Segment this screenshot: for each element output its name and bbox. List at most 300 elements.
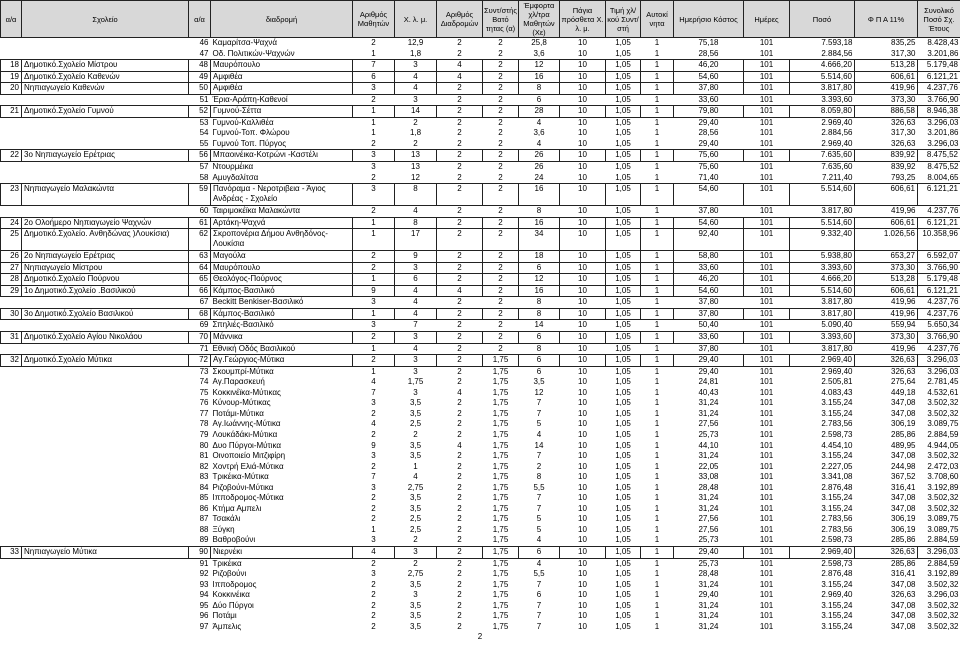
table-row xyxy=(1,388,960,399)
cell-school xyxy=(22,611,189,622)
cell-loaded-km: 4 xyxy=(536,429,542,439)
cell-passability: 1,75 xyxy=(492,377,509,387)
cell-total: 3.502,32 xyxy=(927,398,959,408)
cell-km: 2 xyxy=(413,535,418,545)
cell-school-aa: 25 xyxy=(1,229,22,251)
cell-amount: 2.876,48 xyxy=(821,569,853,579)
cell-students: 2 xyxy=(371,579,376,589)
cell-school xyxy=(22,206,189,218)
cell-passability: 2 xyxy=(483,332,519,344)
cell-students: 2 xyxy=(371,558,376,568)
cell-amount: 2.598,73 xyxy=(821,558,853,568)
cell-passability: 2 xyxy=(483,251,519,263)
cell-loaded-km: 8 xyxy=(536,206,542,216)
cell-school: 3ο Νηπιαγωγείο Ερέτριας xyxy=(22,150,189,162)
cell-school xyxy=(22,622,189,633)
cell-route: Αμυγδαλίτσα xyxy=(212,172,259,182)
cell-km-price: 1,05 xyxy=(615,343,631,353)
cell-route-count: 2 xyxy=(457,320,462,330)
cell-vat: 347,08 xyxy=(891,408,916,418)
cell-daily-cost: 31,24 xyxy=(698,600,719,610)
cell-loaded-km: 3,5 xyxy=(533,377,545,387)
cell-school-aa xyxy=(1,558,22,569)
table-row xyxy=(1,580,960,591)
cell-route-count: 2 xyxy=(457,297,462,307)
cell-route: Οινοποιείο Μιτζιφίρη xyxy=(212,451,286,461)
cell-school: Νηπιαγωγείο Μύτικα xyxy=(22,546,189,558)
cell-route-aa: 66 xyxy=(189,285,211,297)
cell-school: Δημοτικό.Σχολείο Καθενών xyxy=(22,71,189,83)
cell-route-count: 2 xyxy=(457,482,462,492)
cell-route-aa: 48 xyxy=(189,60,211,72)
cell-route-count: 2 xyxy=(457,621,462,631)
cell-passability: 2 xyxy=(483,106,519,118)
cell-loaded-km: 16 xyxy=(519,71,560,83)
cell-total: 3.502,32 xyxy=(927,621,959,631)
cell-daily-cost: 54,60 xyxy=(674,184,744,206)
cell-school-aa: 31 xyxy=(1,332,22,344)
cell-loaded-km: 14 xyxy=(534,440,544,450)
cell-school: 2ο Ολοήμερο Νηπιαγωγείο Ψαχνών xyxy=(22,217,189,229)
cell-route-aa: 67 xyxy=(199,297,209,307)
cell-route: Αμφιθέα xyxy=(211,83,353,95)
cell-loaded-km: 4 xyxy=(536,558,542,568)
cell-passability: 1,75 xyxy=(492,429,509,439)
cell-daily-cost: 28,56 xyxy=(698,48,719,58)
cell-total: 2.884,59 xyxy=(927,429,959,439)
cell-days: 101 xyxy=(744,355,790,367)
cell-daily-cost: 25,73 xyxy=(698,535,719,545)
cell-fixed-km: 10 xyxy=(560,150,606,162)
table-row xyxy=(1,128,960,139)
cell-passability: 2 xyxy=(483,229,519,251)
cell-fixed-km: 10 xyxy=(560,83,606,95)
cell-km-price: 1,05 xyxy=(606,355,641,367)
cell-daily-cost: 27,56 xyxy=(698,524,719,534)
cell-school-aa xyxy=(1,441,22,452)
cell-loaded-km: 6 xyxy=(536,94,542,104)
cell-school xyxy=(22,590,189,601)
cell-students: 2 xyxy=(371,461,376,471)
cell-days: 101 xyxy=(744,262,790,274)
cell-fixed-km: 10 xyxy=(560,332,606,344)
table-row xyxy=(1,274,960,286)
cell-km: 3 xyxy=(395,60,437,72)
cell-loaded-km: 25,8 xyxy=(531,38,547,47)
cell-route-count: 2 xyxy=(457,38,462,47)
table-header-row xyxy=(1,1,960,38)
cell-daily-cost: 75,60 xyxy=(698,162,719,172)
cell-km: 4 xyxy=(413,297,418,307)
cell-fixed-km: 10 xyxy=(578,117,587,127)
header-route: διαδρομή xyxy=(211,1,353,38)
cell-vehicles: 1 xyxy=(654,535,660,545)
cell-total: 3.296,03 xyxy=(927,366,959,376)
table-row xyxy=(1,558,960,569)
cell-days: 101 xyxy=(759,408,774,418)
cell-km-price: 1,05 xyxy=(606,546,641,558)
cell-route-aa: 75 xyxy=(199,387,209,397)
header-students: Αριθμός Μαθητών xyxy=(353,1,395,38)
cell-school-aa: 23 xyxy=(1,184,22,206)
cell-loaded-km: 14 xyxy=(534,320,544,330)
cell-amount: 2.598,73 xyxy=(821,535,853,545)
cell-route-aa: 91 xyxy=(199,558,209,568)
cell-route-aa: 68 xyxy=(189,308,211,320)
cell-km: 14 xyxy=(395,106,437,118)
cell-days: 101 xyxy=(759,38,774,47)
cell-vat: 306,19 xyxy=(891,419,916,429)
cell-days: 101 xyxy=(759,472,774,482)
cell-passability: 1,75 xyxy=(492,387,509,397)
cell-route-aa: 86 xyxy=(199,503,209,513)
cell-km-price: 1,05 xyxy=(615,514,631,524)
cell-daily-cost: 37,80 xyxy=(674,83,744,95)
cell-km-price: 1,05 xyxy=(606,308,641,320)
cell-route-aa: 79 xyxy=(199,429,209,439)
cell-passability: 1,75 xyxy=(492,366,509,376)
table-row xyxy=(1,262,960,274)
cell-km: 3,5 xyxy=(409,503,422,513)
cell-amount: 4.454,10 xyxy=(821,440,853,450)
cell-km-price: 1,05 xyxy=(615,472,631,482)
table-row xyxy=(1,590,960,601)
header-aa: α/α xyxy=(1,1,22,38)
cell-route-aa: 80 xyxy=(199,440,209,450)
cell-route-count: 2 xyxy=(437,83,483,95)
cell-daily-cost: 33,60 xyxy=(698,94,719,104)
cell-fixed-km: 10 xyxy=(578,320,587,330)
cell-loaded-km: 6 xyxy=(519,332,560,344)
cell-days: 101 xyxy=(744,106,790,118)
cell-students: 2 xyxy=(371,514,376,524)
cell-school-aa: 26 xyxy=(1,251,22,263)
table-row xyxy=(1,419,960,430)
table-row xyxy=(1,514,960,525)
cell-route-count: 2 xyxy=(457,419,462,429)
cell-vehicles: 1 xyxy=(641,308,674,320)
cell-km-price: 1,05 xyxy=(615,162,631,172)
cell-km: 2 xyxy=(413,138,418,148)
cell-route: Σκροπονέρια Δήμου Ανθηδόνος-Λουκίσια xyxy=(211,229,353,251)
cell-students: 1 xyxy=(371,48,376,58)
cell-route-aa: 83 xyxy=(199,472,209,482)
cell-daily-cost: 46,20 xyxy=(674,274,744,286)
cell-vat: 373,30 xyxy=(891,94,916,104)
cell-fixed-km: 10 xyxy=(560,308,606,320)
cell-vat: 347,08 xyxy=(891,451,916,461)
cell-days: 101 xyxy=(759,117,774,127)
cell-daily-cost: 24,81 xyxy=(698,377,719,387)
cell-school xyxy=(22,462,189,473)
cell-passability: 2 xyxy=(498,128,503,138)
cell-vat: 835,25 xyxy=(891,38,916,47)
cell-route-count: 4 xyxy=(457,440,462,450)
cell-vat: 347,08 xyxy=(891,600,916,610)
cell-vat: 886,58 xyxy=(855,106,918,118)
cell-amount: 3.155,24 xyxy=(821,451,853,461)
cell-amount: 2.598,73 xyxy=(821,429,853,439)
cell-fixed-km: 10 xyxy=(560,184,606,206)
cell-vat: 419,96 xyxy=(855,308,918,320)
cell-km-price: 1,05 xyxy=(615,451,631,461)
cell-days: 101 xyxy=(759,451,774,461)
cell-school xyxy=(22,139,189,150)
cell-loaded-km: 16 xyxy=(519,184,560,206)
cell-vat: 449,18 xyxy=(891,387,916,397)
table-row xyxy=(1,377,960,388)
cell-loaded-km: 7 xyxy=(536,503,542,513)
cell-km: 3,5 xyxy=(409,579,422,589)
cell-school xyxy=(22,601,189,612)
cell-km: 3 xyxy=(413,94,418,104)
cell-fixed-km: 10 xyxy=(578,440,587,450)
cell-daily-cost: 54,60 xyxy=(674,217,744,229)
cell-route: Κάμπος-Βασιλικό xyxy=(211,308,353,320)
cell-km-price: 1,05 xyxy=(606,274,641,286)
cell-vat: 285,86 xyxy=(891,429,916,439)
header-daily-cost: Ημερήσιο Κόστος xyxy=(674,1,744,38)
cell-passability: 1,75 xyxy=(492,408,509,418)
cell-daily-cost: 58,80 xyxy=(674,251,744,263)
cell-school xyxy=(22,94,189,106)
cell-km: 2,5 xyxy=(409,524,422,534)
cell-route: Beckitt Benkiser-Βασιλικό xyxy=(212,297,304,307)
table-row xyxy=(1,94,960,106)
cell-amount: 2.969,40 xyxy=(821,590,853,600)
cell-days: 101 xyxy=(759,206,774,216)
cell-total: 4.237,76 xyxy=(927,206,959,216)
table-row xyxy=(1,206,960,218)
cell-amount: 2.969,40 xyxy=(821,366,853,376)
cell-route: Μαυρόπουλο xyxy=(211,60,353,72)
cell-vehicles: 1 xyxy=(641,332,674,344)
cell-km-price: 1,05 xyxy=(615,535,631,545)
cell-students: 9 xyxy=(353,285,395,297)
cell-days: 101 xyxy=(759,461,774,471)
cell-amount: 5.938,80 xyxy=(790,251,855,263)
cell-passability: 2 xyxy=(483,217,519,229)
cell-school xyxy=(22,419,189,430)
cell-km-price: 1,05 xyxy=(615,461,631,471)
cell-school-aa xyxy=(1,622,22,633)
cell-route-count: 2 xyxy=(437,332,483,344)
cell-route-count: 2 xyxy=(437,251,483,263)
cell-daily-cost: 40,43 xyxy=(698,387,719,397)
cell-route: Χοντρή Ελιά-Μύτικα xyxy=(212,461,284,471)
table-row xyxy=(1,308,960,320)
cell-days: 101 xyxy=(759,419,774,429)
cell-route-count: 2 xyxy=(457,451,462,461)
cell-km-price: 1,05 xyxy=(615,128,631,138)
table-row xyxy=(1,320,960,332)
cell-total: 2.884,59 xyxy=(927,535,959,545)
cell-route-aa: 70 xyxy=(189,332,211,344)
cell-passability: 1,75 xyxy=(492,419,509,429)
cell-fixed-km: 10 xyxy=(578,366,587,376)
cell-days: 101 xyxy=(759,366,774,376)
cell-school-aa xyxy=(1,611,22,622)
cell-km-price: 1,05 xyxy=(615,600,631,610)
cell-km-price: 1,05 xyxy=(615,206,631,216)
cell-loaded-km: 7 xyxy=(536,408,542,418)
cell-route-aa: 88 xyxy=(199,524,209,534)
cell-passability: 1,75 xyxy=(492,569,509,579)
cell-route: Ριζοβούνι xyxy=(212,569,247,579)
cell-loaded-km: 5,5 xyxy=(533,482,545,492)
cell-passability: 1,75 xyxy=(492,503,509,513)
cell-days: 101 xyxy=(759,94,774,104)
cell-total: 3.708,60 xyxy=(927,472,959,482)
cell-loaded-km: 12 xyxy=(519,274,560,286)
table-row xyxy=(1,117,960,128)
cell-route-aa: 72 xyxy=(189,355,211,367)
cell-vat: 606,61 xyxy=(855,217,918,229)
cell-vat: 606,61 xyxy=(855,184,918,206)
cell-school-aa: 21 xyxy=(1,106,22,118)
cell-vehicles: 1 xyxy=(641,83,674,95)
cell-km-price: 1,05 xyxy=(615,524,631,534)
cell-school-aa xyxy=(1,493,22,504)
cell-fixed-km: 10 xyxy=(578,297,587,307)
cell-km-price: 1,05 xyxy=(615,621,631,631)
cell-days: 101 xyxy=(759,558,774,568)
cell-vehicles: 1 xyxy=(654,514,660,524)
cell-days: 101 xyxy=(759,172,774,182)
cell-vehicles: 1 xyxy=(654,621,660,631)
cell-vehicles: 1 xyxy=(654,377,660,387)
cell-amount: 2.969,40 xyxy=(790,546,855,558)
cell-route: Εθνική Οδός Βασιλικού xyxy=(212,343,296,353)
cell-route-count: 2 xyxy=(457,94,462,104)
table-row xyxy=(1,49,960,60)
cell-amount: 4.083,43 xyxy=(821,387,853,397)
cell-days: 101 xyxy=(759,320,774,330)
cell-loaded-km: 3,6 xyxy=(533,128,545,138)
cell-school-aa: 22 xyxy=(1,150,22,162)
cell-route-aa: 58 xyxy=(199,172,209,182)
table-row xyxy=(1,504,960,515)
cell-school-aa: 28 xyxy=(1,274,22,286)
cell-days: 101 xyxy=(759,579,774,589)
cell-vat: 347,08 xyxy=(891,398,916,408)
cell-school-aa xyxy=(1,462,22,473)
cell-students: 7 xyxy=(371,472,376,482)
table-row xyxy=(1,297,960,309)
cell-km: 17 xyxy=(395,229,437,251)
cell-students: 2 xyxy=(353,262,395,274)
cell-amount: 5.514,60 xyxy=(790,285,855,297)
cell-school-aa: 29 xyxy=(1,285,22,297)
cell-route-aa: 94 xyxy=(199,590,209,600)
cell-km-price: 1,05 xyxy=(615,493,631,503)
table-row xyxy=(1,611,960,622)
cell-daily-cost: 44,10 xyxy=(698,440,719,450)
cell-fixed-km: 10 xyxy=(578,128,587,138)
cell-km-price: 1,05 xyxy=(606,71,641,83)
cell-total: 3.296,03 xyxy=(927,590,959,600)
cell-daily-cost: 28,48 xyxy=(698,482,719,492)
cell-school: Δημοτικό.Σχολείο Γυμνού xyxy=(22,106,189,118)
cell-school xyxy=(22,377,189,388)
cell-fixed-km: 10 xyxy=(578,419,587,429)
cell-vat: 606,61 xyxy=(855,285,918,297)
cell-loaded-km: 4 xyxy=(536,138,542,148)
cell-route: Τρικέικα-Μύτικα xyxy=(212,472,269,482)
cell-loaded-km: 3,6 xyxy=(533,48,545,58)
cell-students: 1 xyxy=(371,343,376,353)
cell-days: 101 xyxy=(759,343,774,353)
cell-route-aa: 90 xyxy=(189,546,211,558)
cell-days: 101 xyxy=(759,514,774,524)
cell-students: 4 xyxy=(371,377,376,387)
cell-school: 3ο Δημοτικό.Σχολείο Βασιλικού xyxy=(22,308,189,320)
cell-loaded-km: 28 xyxy=(519,106,560,118)
cell-school: Νηπιαγωγείο Μαλακώντα xyxy=(22,184,189,206)
cell-school: Νηπιαγωγείο Μίστρου xyxy=(22,262,189,274)
cell-fixed-km: 10 xyxy=(578,206,587,216)
cell-school-aa xyxy=(1,94,22,106)
cell-km: 1,75 xyxy=(407,377,424,387)
cell-total: 3.502,32 xyxy=(927,600,959,610)
cell-school xyxy=(22,504,189,515)
cell-vat: 839,92 xyxy=(891,162,916,172)
cell-total: 8.004,65 xyxy=(927,172,959,182)
table-row xyxy=(1,38,960,49)
cell-students: 6 xyxy=(353,71,395,83)
cell-school xyxy=(22,297,189,309)
cell-km-price: 1,05 xyxy=(615,387,631,397)
cell-school xyxy=(22,388,189,399)
cell-vehicles: 1 xyxy=(654,493,660,503)
cell-vat: 326,63 xyxy=(891,138,916,148)
cell-days: 101 xyxy=(759,162,774,172)
cell-route-count: 2 xyxy=(457,138,462,148)
cell-school: Δημοτικό.Σχολείο Μίστρου xyxy=(22,60,189,72)
cell-loaded-km: 7 xyxy=(536,579,542,589)
cell-amount: 3.817,80 xyxy=(821,206,853,216)
cell-vat: 419,96 xyxy=(891,206,916,216)
cell-route: Έρια-Αράπη-Καθενοί xyxy=(212,94,288,104)
cell-fixed-km: 10 xyxy=(578,524,587,534)
cell-amount: 2.876,48 xyxy=(821,482,853,492)
cell-vat: 1.026,56 xyxy=(855,229,918,251)
cell-km-price: 1,05 xyxy=(615,558,631,568)
cell-vehicles: 1 xyxy=(641,229,674,251)
cell-students: 3 xyxy=(371,297,376,307)
cell-route-aa: 49 xyxy=(189,71,211,83)
cell-passability: 2 xyxy=(498,206,503,216)
cell-school: Δημοτικό.Σχολείο Μύτικα xyxy=(22,355,189,367)
cell-school xyxy=(22,569,189,580)
cell-vat: 419,96 xyxy=(891,343,916,353)
cell-passability: 2 xyxy=(483,83,519,95)
cell-route: Άμπελις xyxy=(212,621,242,631)
cell-students: 9 xyxy=(371,440,376,450)
cell-days: 101 xyxy=(744,229,790,251)
cell-students: 2 xyxy=(371,38,376,47)
cell-km: 1,8 xyxy=(409,128,422,138)
cell-route: Γυμνού-Σέττα xyxy=(211,106,353,118)
cell-fixed-km: 10 xyxy=(578,162,587,172)
cell-school-aa xyxy=(1,483,22,494)
cell-students: 2 xyxy=(353,332,395,344)
cell-route-aa: 51 xyxy=(199,94,209,104)
cell-fixed-km: 10 xyxy=(578,621,587,631)
cell-km-price: 1,05 xyxy=(615,398,631,408)
cell-total: 3.766,90 xyxy=(918,262,960,274)
cell-school xyxy=(22,493,189,504)
